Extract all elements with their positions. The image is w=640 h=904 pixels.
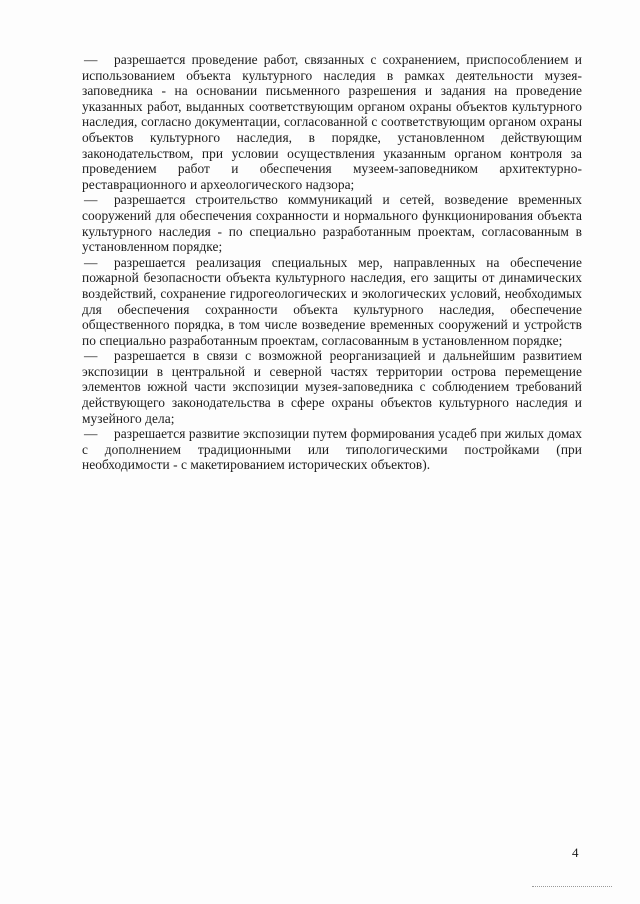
footer-divider <box>532 886 612 887</box>
dash-marker: — <box>84 254 98 270</box>
dash-marker: — <box>84 348 98 364</box>
paragraph-4 <box>82 348 582 426</box>
paragraph-1 <box>82 52 582 192</box>
paragraph-text: разрешается в связи с возможной реорганизацией и дальнейшим развитием экспозиции в центральной и северной частях территории острова перемещение элементов южной части экспозиции музея-заповедника с соблюдением требований действующего законодательства в сфере охраны объектов культурного наследия и музейного дела; <box>82 348 582 426</box>
dash-marker: — <box>84 52 98 67</box>
dash-marker: — <box>84 426 98 442</box>
paragraph-text: разрешается реализация специальных мер, направленных на обеспечение пожарной безопасности объекта культурного наследия, его защиты от динамических воздействий, сохранение гидрогеологических и экологических условий, необходимых для обеспечения сохранности объекта культурного наследия, обеспечение общественного порядка, в том числе возведение временных сооружений и устройств по специально разработанным проектам, согласованным в установленном порядке; <box>82 254 582 348</box>
paragraph-text: разрешается строительство коммуникаций и сетей, возведение временных сооружений для обеспечения сохранности и нормального функционирования объекта культурного наследия - по специально разработанным проектам, согласованным в установленном порядке; <box>82 192 582 255</box>
paragraph-3 <box>82 255 582 349</box>
paragraph-text: разрешается проведение работ, связанных с сохранением, приспособлением и использованием объекта культурного наследия в рамках деятельности музея-заповедника - на основании письменного разрешения и задания на проведение указанных работ, выданных соответствующим органом охраны объектов культурного наследия, согласно документации, согласованной с соответствующим органом охраны объектов культурного наследия, в порядке, установленном действующим законодательством, при условии осуществления указанным органом контроля за проведением работ и обеспечения музеем-заповедником архитектурно-реставрационного и археологического надзора; <box>82 52 582 192</box>
dash-marker: — <box>84 192 98 208</box>
document-body <box>82 52 582 473</box>
page-number: 4 <box>572 845 579 860</box>
paragraph-5 <box>82 426 582 473</box>
paragraph-text: разрешается развитие экспозиции путем формирования усадеб при жилых домах с дополнением традиционными или типологическими постройками (при необходимости - с макетированием исторических объектов). <box>82 426 582 473</box>
paragraph-2 <box>82 192 582 254</box>
